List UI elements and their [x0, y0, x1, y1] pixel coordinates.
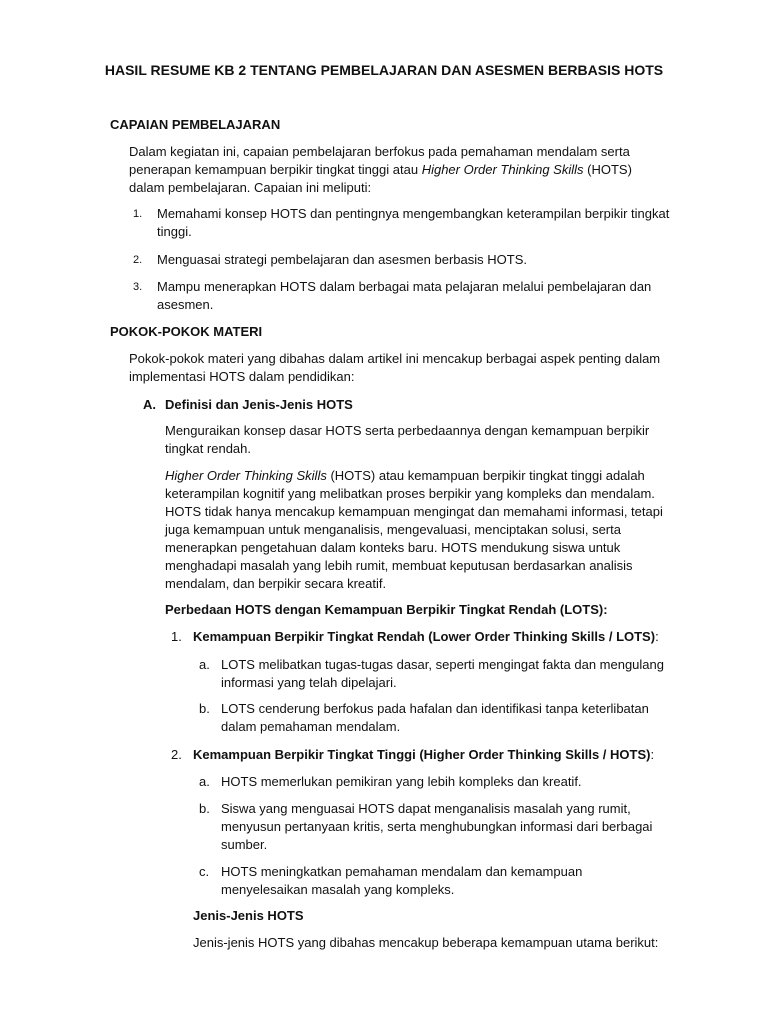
sub-letter: b. — [199, 701, 210, 716]
sub-item: HOTS meningkatkan pemahaman mendalam dan kemampuan menyelesaikan masalah yang kompleks. — [221, 864, 583, 897]
sub-item: HOTS memerlukan pemikiran yang lebih kompleks dan kreatif. — [221, 774, 582, 789]
section-letter: A. — [143, 397, 156, 412]
jenis-heading: Jenis-Jenis HOTS — [193, 908, 304, 923]
section-heading-pokok: POKOK-POKOK MATERI — [110, 324, 263, 339]
list-number: 3. — [133, 281, 143, 293]
list-item-heading: Kemampuan Berpikir Tingkat Rendah (Lower Order Thinking Skills / LOTS): — [193, 629, 659, 644]
sub-item: LOTS melibatkan tugas-tugas dasar, seperti mengingat fakta dan mengulang informasi yang telah dipelajari. — [221, 657, 664, 690]
capaian-intro: Dalam kegiatan ini, capaian pembelajaran berfokus pada pemahaman mendalam serta penerapan kemampuan berpikir tingkat tinggi atau Higher Order Thinking Skills (HOTS) dalam pembelajaran. Capaian ini meliputi: — [129, 144, 632, 195]
paragraph: Menguraikan konsep dasar HOTS serta perbedaannya dengan kemampuan berpikir tingkat rendah. — [165, 423, 650, 456]
list-item: Menguasai strategi pembelajaran dan asesmen berbasis HOTS. — [157, 252, 527, 267]
sub-item: LOTS cenderung berfokus pada hafalan dan identifikasi tanpa keterlibatan dalam pemahaman mendalam. — [221, 701, 649, 734]
sub-letter: a. — [199, 774, 210, 789]
subsection-heading: Definisi dan Jenis-Jenis HOTS — [165, 397, 353, 412]
sub-letter: b. — [199, 801, 210, 816]
paragraph: Higher Order Thinking Skills (HOTS) atau kemampuan berpikir tingkat tinggi adalah keterampilan kognitif yang melibatkan proses berpikir yang kompleks dan mendalam. HOTS tidak hanya mencakup kemampuan mengingat dan memahami informasi, tetapi juga kemampuan untuk menganalisis, mengevaluasi, menciptakan solusi, serta menerapkan pengetahuan dalam konteks baru. HOTS mendukung siswa untuk menghadapi masalah yang lebih rumit, membuat keputusan berdasarkan analisis mendalam, dan berpikir secara kreatif. — [165, 468, 663, 591]
list-number: 2. — [133, 254, 143, 266]
jenis-intro: Jenis-jenis HOTS yang dibahas mencakup beberapa kemampuan utama berikut: — [193, 935, 659, 950]
perbedaan-heading: Perbedaan HOTS dengan Kemampuan Berpikir Tingkat Rendah (LOTS): — [165, 602, 608, 617]
document-title: HASIL RESUME KB 2 TENTANG PEMBELAJARAN DAN ASESMEN BERBASIS HOTS — [104, 62, 664, 78]
list-item-heading: Kemampuan Berpikir Tingkat Tinggi (Higher Order Thinking Skills / HOTS): — [193, 747, 655, 762]
list-number: 1. — [171, 629, 182, 644]
section-heading-capaian: CAPAIAN PEMBELAJARAN — [110, 117, 281, 132]
sub-letter: a. — [199, 657, 210, 672]
sub-letter: c. — [199, 864, 210, 879]
list-number: 1. — [133, 208, 143, 220]
list-number: 2. — [171, 747, 182, 762]
list-item: Memahami konsep HOTS dan pentingnya mengembangkan keterampilan berpikir tingkat tinggi. — [157, 206, 670, 239]
sub-item: Siswa yang menguasai HOTS dapat menganalisis masalah yang rumit, menyusun pertanyaan kritis, serta menghubungkan informasi dari berbagai sumber. — [221, 801, 653, 852]
list-item: Mampu menerapkan HOTS dalam berbagai mata pelajaran melalui pembelajaran dan asesmen. — [157, 279, 652, 312]
pokok-intro: Pokok-pokok materi yang dibahas dalam artikel ini mencakup berbagai aspek penting dalam implementasi HOTS dalam pendidikan: — [129, 351, 661, 384]
